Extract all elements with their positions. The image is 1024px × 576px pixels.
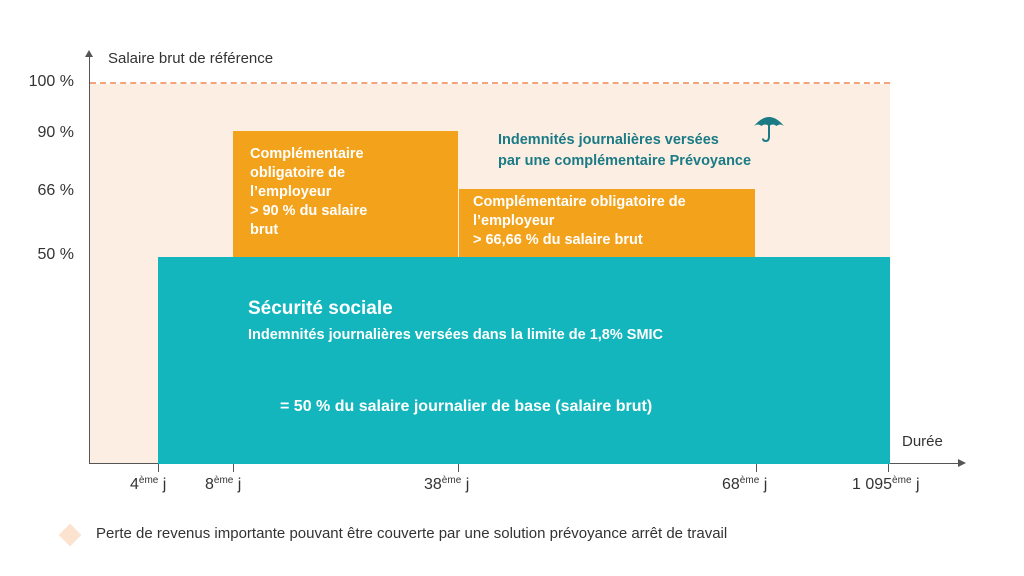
x-axis-arrow-icon xyxy=(958,459,966,467)
y-tick-100: 100 % xyxy=(28,73,74,90)
x-tick-label-1095: 1 095ème j xyxy=(852,475,920,493)
y-tick-90: 90 % xyxy=(37,124,74,141)
x-tick-mark xyxy=(756,464,757,472)
employer-90-line: obligatoire de xyxy=(250,165,346,181)
y-axis xyxy=(89,56,90,464)
employer-90-line: l’employeur xyxy=(250,184,332,200)
employer-complement-66-box xyxy=(459,189,755,257)
employer-complement-90-box xyxy=(233,131,458,257)
employer-66-text xyxy=(473,193,753,250)
x-tick-mark xyxy=(888,464,889,472)
x-axis-title: Durée xyxy=(902,433,943,450)
x-tick-label-4: 4ème j xyxy=(130,475,167,493)
x-tick-mark xyxy=(458,464,459,472)
x-tick-mark xyxy=(233,464,234,472)
y-tick-66: 66 % xyxy=(37,182,74,199)
employer-66-line: l’employeur xyxy=(473,213,555,229)
prevoyance-label xyxy=(498,130,751,172)
x-tick-mark xyxy=(158,464,159,472)
employer-90-line: Complémentaire xyxy=(250,146,364,162)
employer-90-line: brut xyxy=(250,222,279,238)
x-tick-label-68: 68ème j xyxy=(722,475,768,493)
securite-sociale-title: Sécurité sociale xyxy=(248,298,393,319)
employer-90-text xyxy=(250,145,450,240)
employer-66-line: Complémentaire obligatoire de xyxy=(473,194,686,210)
securite-sociale-subtitle: Indemnités journalières versées dans la limite de 1,8% SMIC xyxy=(248,327,664,343)
reference-salary-line xyxy=(90,82,890,84)
legend-diamond-icon xyxy=(59,524,82,547)
securite-sociale-formula: = 50 % du salaire journalier de base (salaire brut) xyxy=(280,398,653,415)
employer-66-line: > 66,66 % du salaire brut xyxy=(473,232,643,248)
prevoyance-line-1: Indemnités journalières versées xyxy=(498,132,719,148)
y-tick-50: 50 % xyxy=(37,246,74,263)
y-axis-title: Salaire brut de référence xyxy=(108,50,274,67)
x-tick-label-38: 38ème j xyxy=(424,475,470,493)
y-axis-arrow-icon xyxy=(85,50,93,57)
securite-sociale-box xyxy=(158,257,890,464)
legend-text: Perte de revenus importante pouvant être couverte par une solution prévoyance arrêt de travail xyxy=(96,525,728,542)
x-tick-label-8: 8ème j xyxy=(205,475,242,493)
umbrella-icon xyxy=(752,110,786,144)
prevoyance-line-2: par une complémentaire Prévoyance xyxy=(498,153,752,169)
employer-90-line: > 90 % du salaire xyxy=(250,203,368,219)
